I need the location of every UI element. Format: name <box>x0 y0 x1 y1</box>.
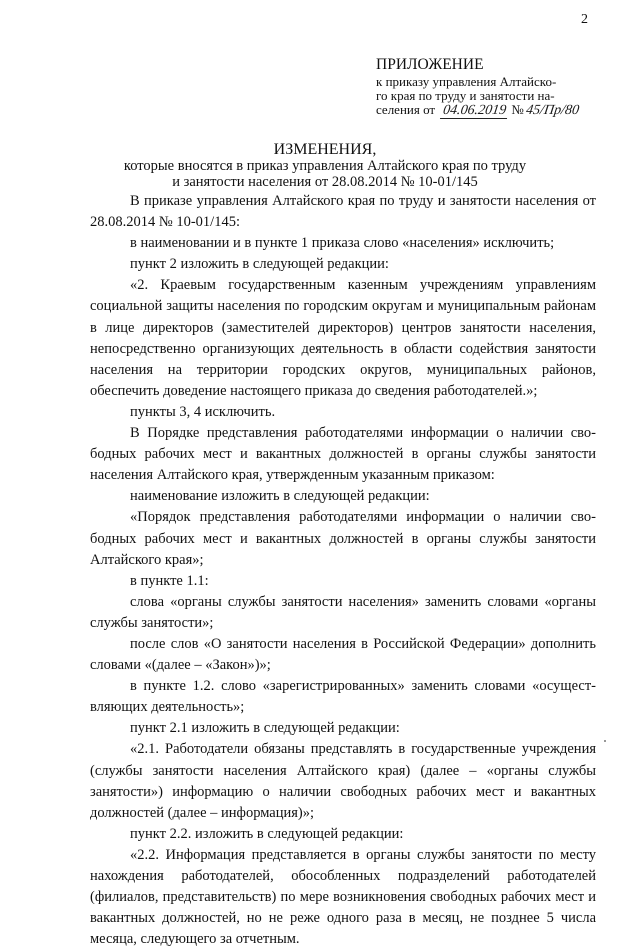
handwritten-date: 04.06.2019 <box>440 104 509 119</box>
paragraph: В Порядке представления работодателями информации о наличии свободных рабочих мест и вакантных должностей в органы службы занятости населения Алтайского края, утвержденным указанным приказом: <box>90 425 596 484</box>
paragraph: «2. Краевым государственным казенным учреждениям управлениям социальной защиты населения по городским округам и муниципальным районам в лице директоров (заместителей директоров) центров занятости населения, непосредственно организующих деятельность в области содействия занятости населения на территории городских округов, муниципальных районов, обеспечить доведение настоящего приказа до сведения работодателей.»; <box>90 277 596 399</box>
document-heading <box>90 141 560 190</box>
paragraph: пункт 2.2. изложить в следующей редакции: <box>130 825 404 842</box>
paragraph: в пункте 1.2. слово «зарегистрированных» заменить словами «осуществляющих деятельность»; <box>90 678 596 716</box>
annex-line-2: го края по труду и занятости на- <box>376 88 555 103</box>
heading-subtitle-2: и занятости населения от 28.08.2014 № 10-01/145 <box>172 173 478 190</box>
paragraph: пункт 2 изложить в следующей редакции: <box>130 256 389 273</box>
paragraph: «2.1. Работодатели обязаны представлять в государственные учреждения (службы занятости населения Алтайского края) (далее – «органы службы занятости») информацию о наличии свободных рабочих мест и вакантных должностей (далее – информация)»; <box>90 741 596 821</box>
paragraph: после слов «О занятости населения в Российской Федерации» дополнить словами «(далее – «Закон»)»; <box>90 635 596 674</box>
annex-block <box>376 56 626 119</box>
annex-line-1: к приказу управления Алтайско- <box>376 74 557 89</box>
heading-subtitle-1: которые вносятся в приказ управления Алтайского края по труду <box>123 158 527 174</box>
document-body <box>90 191 596 950</box>
number-sign: № <box>511 102 524 117</box>
paragraph: слова «органы службы занятости населения» заменить словами «органы службы занятости»; <box>90 593 596 631</box>
paragraph: в наименовании и в пункте 1 приказа слово «населения» исключить; <box>130 235 555 252</box>
handwritten-order-number: 45/Пр/80 <box>524 103 580 118</box>
paragraph: «Порядок представления работодателями информации о наличии свободных рабочих мест и вакантных должностей в органы службы занятости Алтайского края»; <box>90 509 596 568</box>
page-number: 2 <box>581 12 588 27</box>
paragraph: «2.2. Информация представляется в органы службы занятости по месту нахождения работодателей, обособленных подразделений работодателей (филиалов, представительств) по мере возникновения свободных рабочих мест и вакантных должностей, но не реже одного раза в месяц, не позднее 5 числа месяца, следующего за отчетным. <box>90 846 596 948</box>
paragraph: пункты 3, 4 исключить. <box>130 403 276 420</box>
annex-title: ПРИЛОЖЕНИЕ <box>376 56 484 73</box>
paragraph: наименование изложить в следующей редакции: <box>130 488 430 505</box>
annex-line-3-prefix: селения от <box>376 102 436 117</box>
annex-line-3 <box>376 103 626 119</box>
scan-speck <box>604 740 606 742</box>
paragraph: в пункте 1.1: <box>130 572 209 589</box>
heading-title: ИЗМЕНЕНИЯ, <box>273 141 377 158</box>
paragraph: В приказе управления Алтайского края по труду и занятости населения от 28.08.2014 № 10-01/145: <box>90 193 596 231</box>
paragraph: пункт 2.1 изложить в следующей редакции: <box>130 720 400 737</box>
